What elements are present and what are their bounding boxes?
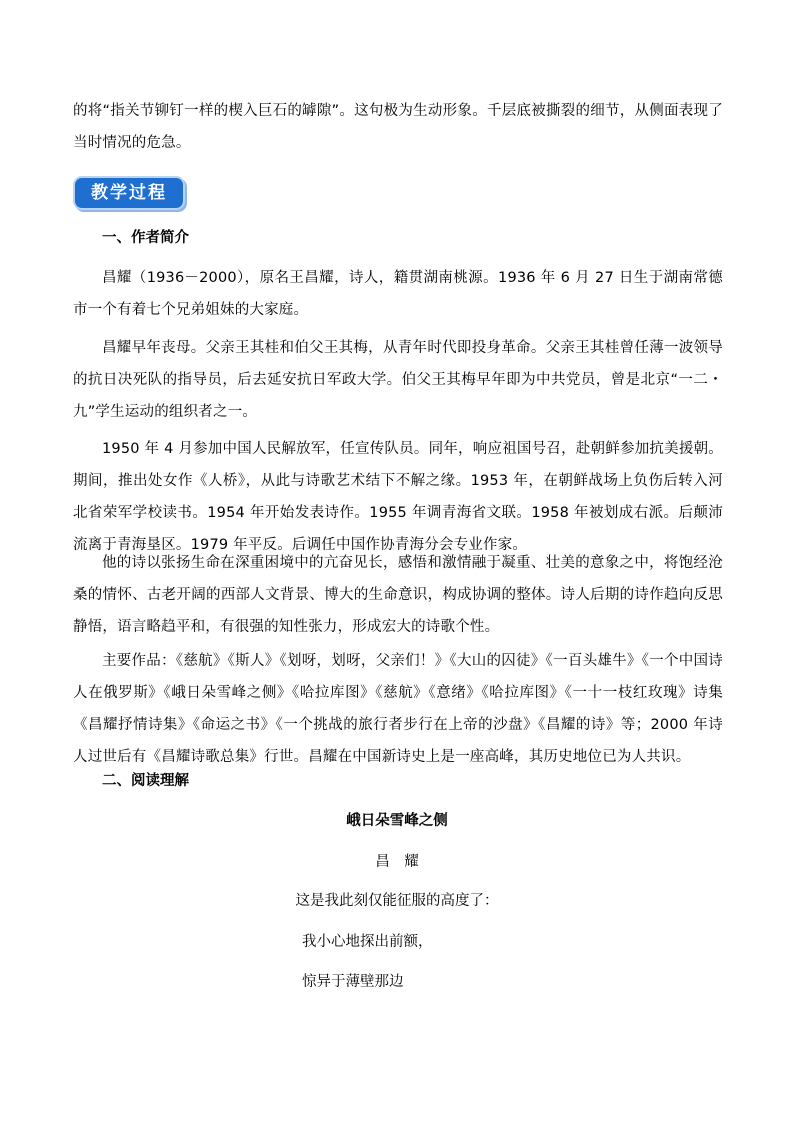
poem-title: 峨日朵雪峰之侧 (346, 813, 448, 829)
poem-line: 惊异于薄壁那边 (302, 974, 404, 990)
author-paragraph-3: 1950 年 4 月参加中国人民解放军，任宣传队员。同年，响应祖国号召，赴朝鲜参加抗美援朝。期间，推出处女作《人桥》，从此与诗歌艺术结下不解之缘。1953 年，在朝鲜战场上负伤后转入河北省荣军学校读书。1954 年开始发表诗作。1955 年调青海省文联。1958 年被划成右派。后颠沛流离于青海垦区。1979 年平反。后调任中国作协青海分会专业作家。 (73, 441, 723, 553)
section-heading-author: 一、作者简介 (102, 230, 189, 246)
poem-line: 这是我此刻仅能征服的高度了： (295, 893, 499, 909)
author-paragraph-1: 昌耀（1936－2000），原名王昌耀，诗人，籍贯湖南桃源。1936 年 6 月 27 日生于湖南常德市一个有着七个兄弟姐妹的大家庭。 (73, 270, 723, 318)
author-paragraph-5: 主要作品：《慈航》《斯人》《划呀，划呀，父亲们！》《大山的囚徒》《一百头雄牛》《一个中国诗人在俄罗斯》《峨日朵雪峰之侧》《哈拉库图》《慈航》《意绪》《哈拉库图》《一十一枝红玫瑰》诗集《昌耀抒情诗集》《命运之书》《一个挑战的旅行者步行在上帝的沙盘》《昌耀的诗》等；2000 年诗人过世后有《昌耀诗歌总集》行世。昌耀在中国新诗史上是一座高峰，其历史地位已为人共识。 (73, 653, 723, 765)
author-paragraph-4: 他的诗以张扬生命在深重困境中的亢奋见长，感悟和激情融于凝重、壮美的意象之中，将饱经沧桑的情怀、古老开阔的西部人文背景、博大的生命意识，构成协调的整体。诗人后期的诗作趋向反思静悟，语言略趋平和，有很强的知性张力，形成宏大的诗歌个性。 (73, 555, 723, 635)
author-paragraph-2: 昌耀早年丧母。父亲王其桂和伯父王其梅，从青年时代即投身革命。父亲王其桂曾任薄一波领导的抗日决死队的指导员，后去延安抗日军政大学。伯父王其梅早年即为中共党员，曾是北京“一二・九”学生运动的组织者之一。 (73, 340, 723, 420)
poem-line: 我小心地探出前额， (302, 934, 433, 950)
section-heading-reading: 二、阅读理解 (102, 773, 189, 789)
teaching-process-banner: 教学过程 (75, 178, 183, 208)
poem-author: 昌 耀 (375, 854, 419, 870)
intro-paragraph: 的将“指关节铆钉一样的楔入巨石的罅隙”。这句极为生动形象。千层底被撕裂的细节，从侧面表现了当时情况的危急。 (73, 103, 723, 151)
